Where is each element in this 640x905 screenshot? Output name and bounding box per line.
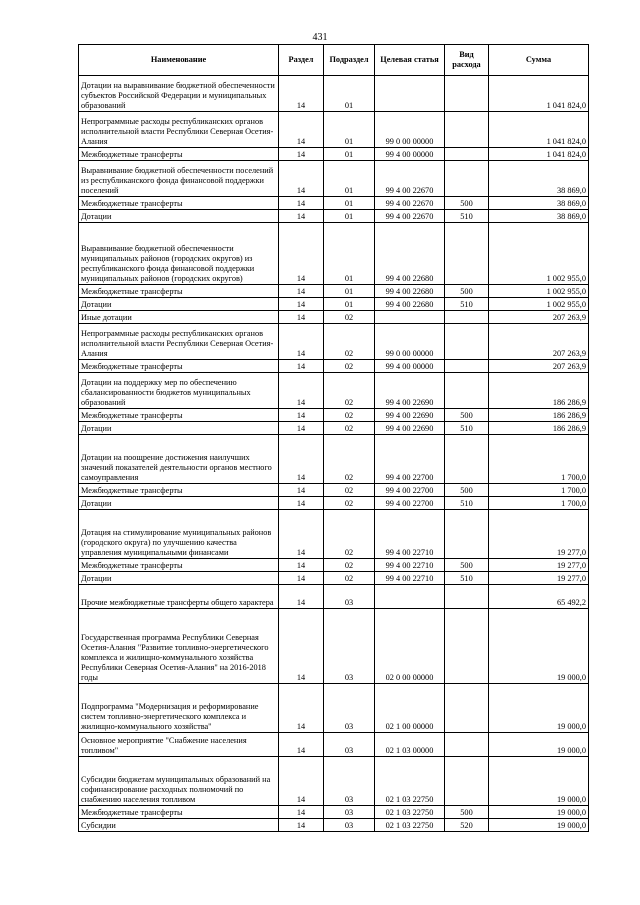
row-section: 14 [279, 76, 324, 112]
row-type [445, 360, 489, 373]
table-row [79, 484, 589, 497]
row-article: 99 4 00 22700 [375, 484, 445, 497]
row-amount: 19 000,0 [489, 684, 589, 733]
table-row [79, 409, 589, 422]
row-section: 14 [279, 298, 324, 311]
row-subsection: 01 [324, 76, 375, 112]
row-subsection: 02 [324, 409, 375, 422]
row-amount: 1 041 824,0 [489, 76, 589, 112]
row-amount: 19 000,0 [489, 819, 589, 832]
header-type: Вид расхода [445, 45, 489, 76]
row-amount: 19 277,0 [489, 572, 589, 585]
header-name: Наименование [79, 45, 279, 76]
row-article: 99 0 00 00000 [375, 112, 445, 148]
row-amount: 207 263,9 [489, 311, 589, 324]
row-amount: 38 869,0 [489, 210, 589, 223]
row-amount: 1 002 955,0 [489, 298, 589, 311]
table-row [79, 311, 589, 324]
row-subsection: 01 [324, 223, 375, 285]
row-amount: 19 000,0 [489, 609, 589, 684]
row-name: Дотации [79, 572, 279, 585]
table-header [79, 45, 589, 76]
table-row [79, 819, 589, 832]
row-subsection: 02 [324, 497, 375, 510]
row-amount: 38 869,0 [489, 161, 589, 197]
row-name: Межбюджетные трансферты [79, 148, 279, 161]
row-type [445, 76, 489, 112]
header-article: Целевая статья [375, 45, 445, 76]
row-subsection: 01 [324, 210, 375, 223]
row-name: Выравнивание бюджетной обеспеченности поселений из республиканского фонда финансовой поддержки поселений [79, 161, 279, 197]
row-section: 14 [279, 559, 324, 572]
row-amount: 1 700,0 [489, 435, 589, 484]
row-type [445, 510, 489, 559]
table-row [79, 76, 589, 112]
row-type [445, 684, 489, 733]
row-type [445, 223, 489, 285]
row-section: 14 [279, 585, 324, 609]
row-name: Дотации [79, 497, 279, 510]
table-row [79, 435, 589, 484]
row-section: 14 [279, 484, 324, 497]
row-subsection: 01 [324, 148, 375, 161]
row-type [445, 112, 489, 148]
row-type: 510 [445, 572, 489, 585]
row-type: 510 [445, 422, 489, 435]
row-subsection: 02 [324, 559, 375, 572]
table-row [79, 324, 589, 360]
header-subsection: Подраздел [324, 45, 375, 76]
row-section: 14 [279, 422, 324, 435]
row-amount: 1 700,0 [489, 497, 589, 510]
row-name: Дотации [79, 298, 279, 311]
row-name: Межбюджетные трансферты [79, 484, 279, 497]
row-type: 520 [445, 819, 489, 832]
row-subsection: 02 [324, 422, 375, 435]
row-section: 14 [279, 435, 324, 484]
row-article: 02 1 03 22750 [375, 819, 445, 832]
row-name: Субсидии бюджетам муниципальных образований на софинансирование расходных полномочий по снабжению населения топливом [79, 757, 279, 806]
row-amount: 1 002 955,0 [489, 223, 589, 285]
row-article: 99 4 00 22670 [375, 197, 445, 210]
table-row [79, 298, 589, 311]
row-article: 99 4 00 00000 [375, 148, 445, 161]
row-article: 02 1 03 22750 [375, 757, 445, 806]
row-section: 14 [279, 223, 324, 285]
row-type [445, 733, 489, 757]
row-subsection: 03 [324, 609, 375, 684]
row-subsection: 01 [324, 161, 375, 197]
row-subsection: 03 [324, 684, 375, 733]
row-type: 500 [445, 409, 489, 422]
header-amount: Сумма [489, 45, 589, 76]
row-name: Межбюджетные трансферты [79, 559, 279, 572]
table-row [79, 197, 589, 210]
table-row [79, 112, 589, 148]
row-section: 14 [279, 373, 324, 409]
row-type [445, 609, 489, 684]
row-amount: 19 000,0 [489, 757, 589, 806]
row-article: 99 4 00 22710 [375, 510, 445, 559]
row-name: Субсидии [79, 819, 279, 832]
row-article: 99 4 00 00000 [375, 360, 445, 373]
row-subsection: 02 [324, 510, 375, 559]
row-amount: 19 000,0 [489, 806, 589, 819]
row-article: 02 0 00 00000 [375, 609, 445, 684]
row-name: Межбюджетные трансферты [79, 285, 279, 298]
table-row [79, 210, 589, 223]
row-type: 500 [445, 197, 489, 210]
table-row [79, 684, 589, 733]
row-type [445, 373, 489, 409]
row-article: 99 4 00 22670 [375, 210, 445, 223]
row-name: Основное мероприятие "Снабжение населения топливом" [79, 733, 279, 757]
row-subsection: 03 [324, 819, 375, 832]
row-section: 14 [279, 609, 324, 684]
row-section: 14 [279, 819, 324, 832]
row-type [445, 585, 489, 609]
row-section: 14 [279, 684, 324, 733]
table-row [79, 497, 589, 510]
row-subsection: 02 [324, 324, 375, 360]
row-name: Межбюджетные трансферты [79, 409, 279, 422]
table-row [79, 223, 589, 285]
row-name: Прочие межбюджетные трансферты общего характера [79, 585, 279, 609]
row-section: 14 [279, 757, 324, 806]
row-name: Межбюджетные трансферты [79, 197, 279, 210]
row-article: 99 4 00 22680 [375, 298, 445, 311]
row-article: 99 4 00 22690 [375, 422, 445, 435]
row-amount: 207 263,9 [489, 324, 589, 360]
row-article: 99 4 00 22690 [375, 409, 445, 422]
table-row [79, 609, 589, 684]
row-subsection: 02 [324, 373, 375, 409]
row-section: 14 [279, 572, 324, 585]
row-type: 510 [445, 210, 489, 223]
row-name: Непрограммные расходы республиканских органов исполнительной власти Республики Северная Осетия-Алания [79, 324, 279, 360]
row-subsection: 03 [324, 733, 375, 757]
row-type [445, 324, 489, 360]
row-subsection: 02 [324, 435, 375, 484]
row-article: 99 0 00 00000 [375, 324, 445, 360]
row-type: 500 [445, 285, 489, 298]
row-section: 14 [279, 210, 324, 223]
row-amount: 186 286,9 [489, 422, 589, 435]
row-name: Дотации [79, 210, 279, 223]
row-subsection: 02 [324, 572, 375, 585]
row-name: Дотации на поощрение достижения наилучших значений показателей деятельности органов местного самоуправления [79, 435, 279, 484]
table-row [79, 806, 589, 819]
table-row [79, 510, 589, 559]
row-section: 14 [279, 161, 324, 197]
row-type [445, 311, 489, 324]
row-name: Иные дотации [79, 311, 279, 324]
row-section: 14 [279, 806, 324, 819]
row-type: 500 [445, 484, 489, 497]
page-number: 431 [312, 32, 328, 43]
row-subsection: 01 [324, 298, 375, 311]
row-article: 99 4 00 22700 [375, 497, 445, 510]
row-subsection: 01 [324, 112, 375, 148]
row-article [375, 311, 445, 324]
row-amount: 1 700,0 [489, 484, 589, 497]
row-amount: 186 286,9 [489, 373, 589, 409]
row-type: 510 [445, 298, 489, 311]
row-name: Межбюджетные трансферты [79, 360, 279, 373]
table-row [79, 285, 589, 298]
table-row [79, 360, 589, 373]
table-row [79, 585, 589, 609]
table-row [79, 733, 589, 757]
row-section: 14 [279, 733, 324, 757]
row-type: 500 [445, 559, 489, 572]
row-article: 99 4 00 22680 [375, 285, 445, 298]
row-amount: 19 000,0 [489, 733, 589, 757]
row-article: 99 4 00 22680 [375, 223, 445, 285]
row-article: 99 4 00 22710 [375, 572, 445, 585]
row-name: Подпрограмма "Модернизация и реформирование систем топливно-энергетического комплекса и жилищно-коммунального хозяйства" [79, 684, 279, 733]
row-article: 99 4 00 22710 [375, 559, 445, 572]
table-row [79, 572, 589, 585]
row-article: 02 1 03 22750 [375, 806, 445, 819]
row-name: Межбюджетные трансферты [79, 806, 279, 819]
row-subsection: 02 [324, 311, 375, 324]
row-amount: 19 277,0 [489, 559, 589, 572]
row-name: Дотации [79, 422, 279, 435]
row-section: 14 [279, 197, 324, 210]
row-type [445, 148, 489, 161]
row-amount: 65 492,2 [489, 585, 589, 609]
row-name: Дотации на поддержку мер по обеспечению сбалансированности бюджетов муниципальных образований [79, 373, 279, 409]
row-section: 14 [279, 409, 324, 422]
row-name: Государственная программа Республики Северная Осетия-Алания "Развитие топливно-энергетического комплекса и жилищно-коммунального хозяйства Республики Северная Осетия-Алания" на 2016-2018 годы [79, 609, 279, 684]
row-section: 14 [279, 510, 324, 559]
table-row [79, 559, 589, 572]
row-article: 02 1 00 00000 [375, 684, 445, 733]
table-row [79, 422, 589, 435]
row-amount: 38 869,0 [489, 197, 589, 210]
table-row [79, 161, 589, 197]
row-section: 14 [279, 285, 324, 298]
row-amount: 186 286,9 [489, 409, 589, 422]
row-subsection: 01 [324, 197, 375, 210]
row-article: 99 4 00 22700 [375, 435, 445, 484]
row-article [375, 76, 445, 112]
row-type: 510 [445, 497, 489, 510]
row-amount: 1 002 955,0 [489, 285, 589, 298]
row-amount: 1 041 824,0 [489, 112, 589, 148]
row-name: Дотация на стимулирование муниципальных районов (городского округа) по улучшению качества управления муниципальными финансами [79, 510, 279, 559]
row-article: 99 4 00 22690 [375, 373, 445, 409]
row-type: 500 [445, 806, 489, 819]
row-name: Дотации на выравнивание бюджетной обеспеченности субъектов Российской Федерации и муниципальных образований [79, 76, 279, 112]
row-name: Выравнивание бюджетной обеспеченности муниципальных районов (городских округов) из республиканского фонда финансовой поддержки муниципальных районов (городских округов) [79, 223, 279, 285]
row-amount: 1 041 824,0 [489, 148, 589, 161]
row-section: 14 [279, 148, 324, 161]
row-amount: 207 263,9 [489, 360, 589, 373]
table-row [79, 757, 589, 806]
row-section: 14 [279, 324, 324, 360]
row-subsection: 02 [324, 484, 375, 497]
row-subsection: 03 [324, 757, 375, 806]
row-article [375, 585, 445, 609]
row-section: 14 [279, 311, 324, 324]
row-subsection: 02 [324, 360, 375, 373]
table-row [79, 373, 589, 409]
row-article: 02 1 03 00000 [375, 733, 445, 757]
row-article: 99 4 00 22670 [375, 161, 445, 197]
row-type [445, 757, 489, 806]
row-section: 14 [279, 112, 324, 148]
row-section: 14 [279, 497, 324, 510]
row-subsection: 03 [324, 806, 375, 819]
table-body [79, 76, 589, 832]
row-subsection: 03 [324, 585, 375, 609]
header-row [79, 45, 589, 76]
row-name: Непрограммные расходы республиканских органов исполнительной власти Республики Северная Осетия-Алания [79, 112, 279, 148]
row-subsection: 01 [324, 285, 375, 298]
row-section: 14 [279, 360, 324, 373]
header-section: Раздел [279, 45, 324, 76]
row-type [445, 435, 489, 484]
row-type [445, 161, 489, 197]
row-amount: 19 277,0 [489, 510, 589, 559]
table-row [79, 148, 589, 161]
budget-table [78, 44, 589, 832]
